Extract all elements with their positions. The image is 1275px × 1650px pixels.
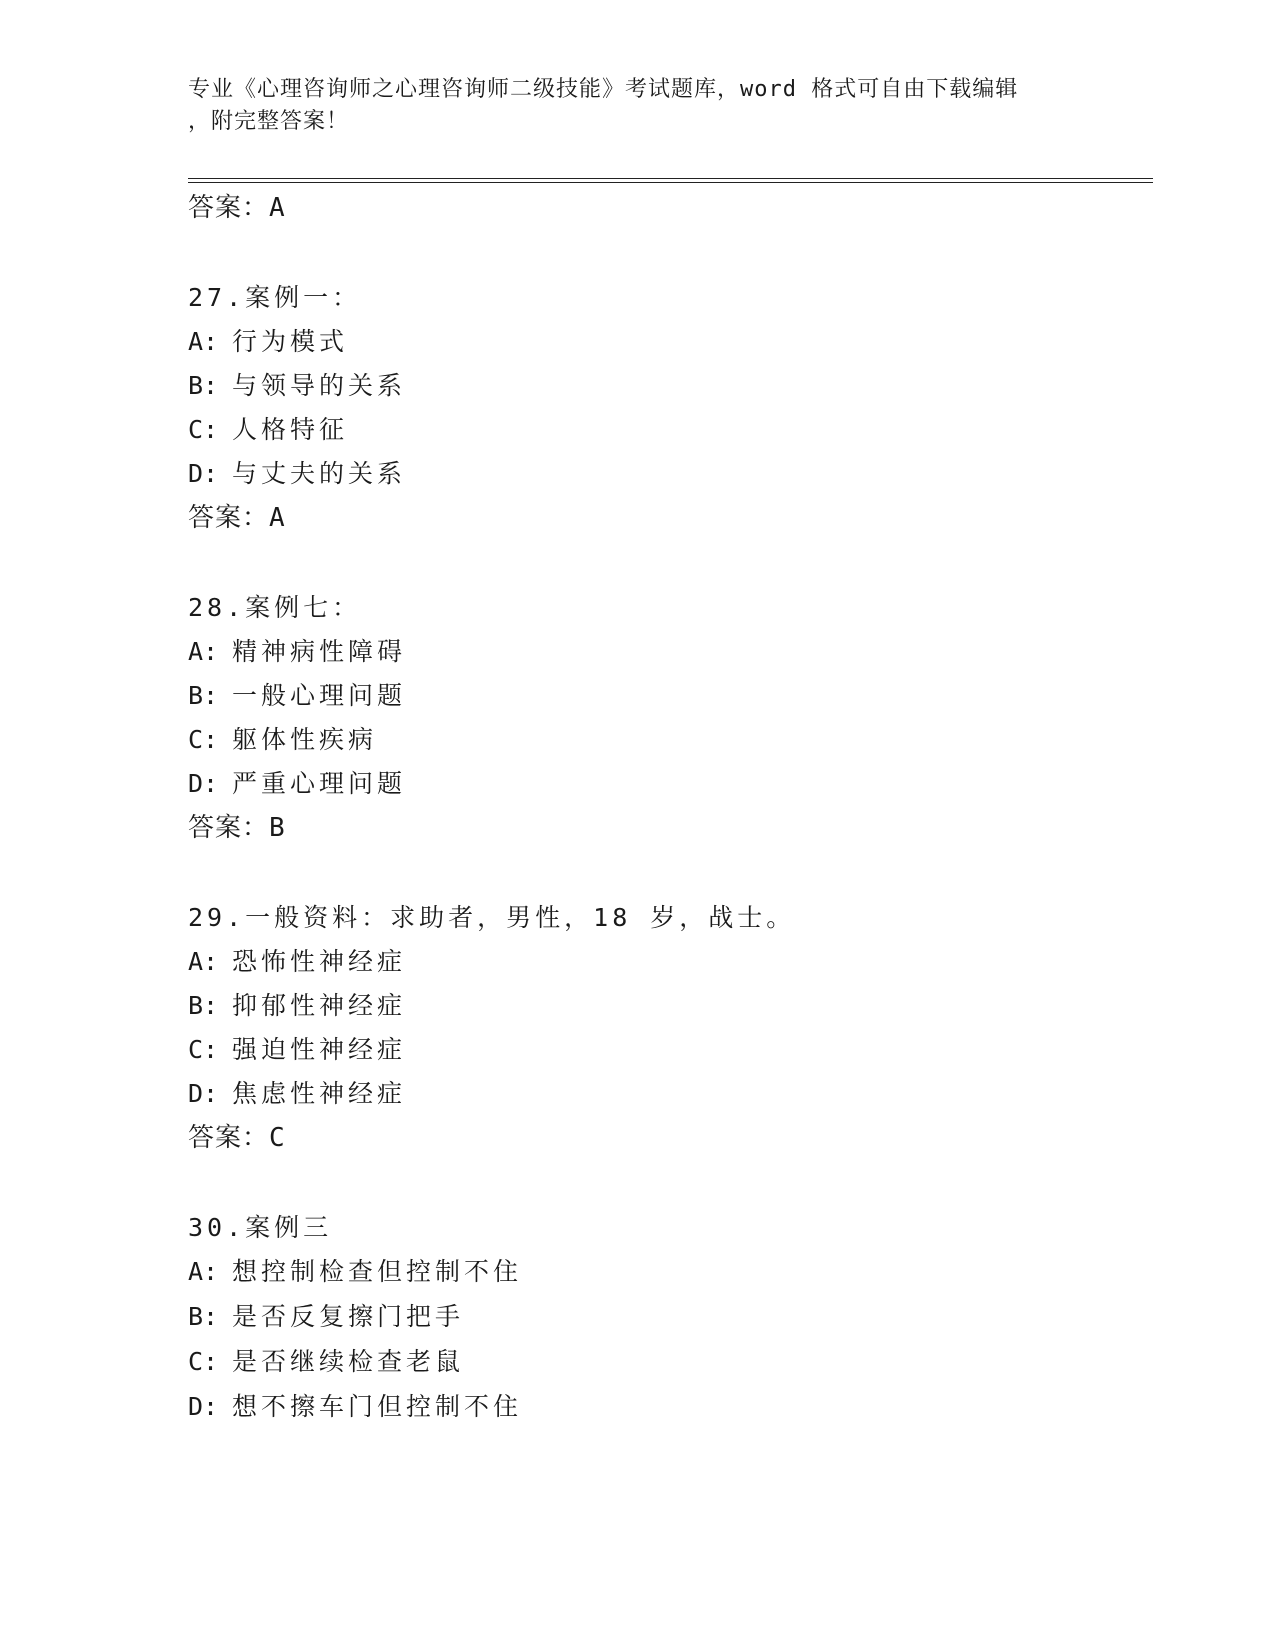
option-text: 抑郁性神经症 [232,991,407,1020]
question-29-option-b [188,991,406,1021]
question-27-stem: 27.案例一： [188,283,362,312]
option-text: 一般心理问题 [232,681,407,710]
question-27-option-a [188,327,348,357]
question-29-option-c [188,1035,406,1065]
previous-answer [188,193,286,223]
header-rule-bottom [188,182,1153,183]
question-28-option-d [188,769,406,799]
question-28-option-b [188,681,406,711]
option-key: B: [188,371,219,400]
option-key: D: [188,769,219,798]
option-text: 强迫性神经症 [232,1035,407,1064]
answer-value: A [269,193,286,223]
option-text: 恐怖性神经症 [232,947,407,976]
question-28-stem: 28.案例七： [188,593,362,622]
answer-label: 答案： [188,813,270,843]
option-key: D: [188,1079,219,1108]
answer-label: 答案： [188,1123,270,1153]
option-text: 想控制检查但控制不住 [232,1257,523,1286]
header-line-2: ，附完整答案！ [188,109,350,134]
question-29-stem: 29.一般资料：求助者，男性，18 岁，战士。 [188,903,796,932]
question-30-option-d [188,1392,522,1422]
question-27-answer [188,503,286,533]
question-28-option-a [188,637,406,667]
option-key: C: [188,1347,219,1376]
option-text: 是否继续检查老鼠 [232,1347,465,1376]
option-key: B: [188,681,219,710]
option-key: B: [188,1302,219,1331]
answer-value: C [269,1123,286,1153]
question-28-option-c [188,725,377,755]
option-key: B: [188,991,219,1020]
option-text: 是否反复擦门把手 [232,1302,465,1331]
option-text: 行为模式 [232,327,349,356]
option-text: 焦虑性神经症 [232,1079,407,1108]
answer-value: B [269,813,286,843]
option-key: D: [188,1392,219,1421]
answer-value: A [269,503,286,533]
option-text: 与丈夫的关系 [232,459,407,488]
question-30-option-b [188,1302,464,1332]
option-text: 严重心理问题 [232,769,407,798]
header-line-1: 专业《心理咨询师之心理咨询师二级技能》考试题库，word 格式可自由下载编辑 [188,77,1019,102]
option-text: 躯体性疾病 [232,725,378,754]
option-key: C: [188,725,219,754]
question-29-option-d [188,1079,406,1109]
question-29-option-a [188,947,406,977]
option-key: C: [188,415,219,444]
option-key: C: [188,1035,219,1064]
header-rule-top [188,178,1153,179]
option-key: A: [188,947,219,976]
document-header [188,74,1088,138]
question-28-answer [188,813,286,843]
option-text: 与领导的关系 [232,371,407,400]
question-30-option-c [188,1347,464,1377]
option-key: D: [188,459,219,488]
option-key: A: [188,637,219,666]
question-27-option-b [188,371,406,401]
option-text: 想不擦车门但控制不住 [232,1392,523,1421]
question-30-option-a [188,1257,522,1287]
question-29-answer [188,1123,286,1153]
question-30-stem: 30.案例三 [188,1213,333,1242]
question-27-option-c [188,415,348,445]
option-key: A: [188,1257,219,1286]
option-text: 人格特征 [232,415,349,444]
question-27-option-d [188,459,406,489]
answer-label: 答案： [188,503,270,533]
option-text: 精神病性障碍 [232,637,407,666]
option-key: A: [188,327,219,356]
answer-label: 答案： [188,193,270,223]
